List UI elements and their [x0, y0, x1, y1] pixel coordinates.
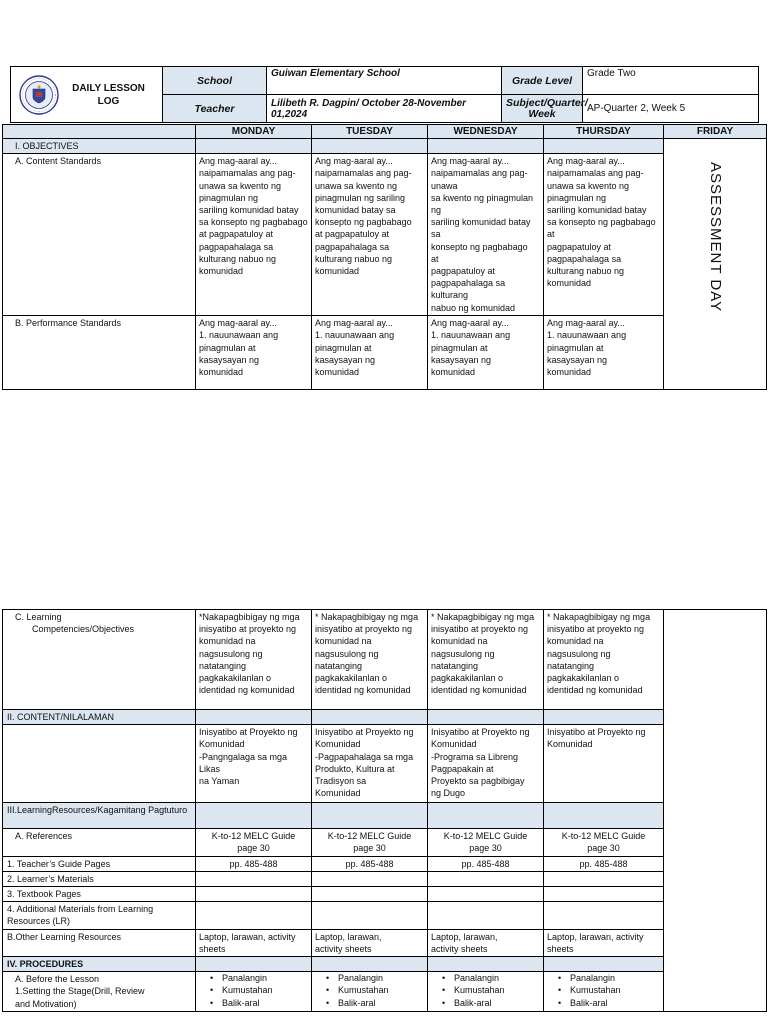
references-wednesday: K-to-12 MELC Guide page 30	[428, 829, 544, 856]
teachers-guide-wednesday: pp. 485-488	[428, 856, 544, 871]
day-header-thursday: THURSDAY	[544, 125, 664, 139]
list-item: • Kumustahan	[442, 984, 543, 996]
day-header-friday: FRIDAY	[664, 125, 767, 139]
day-header-tuesday: TUESDAY	[312, 125, 428, 139]
before-lesson-label: A. Before the Lesson 1.Setting the Stage(Drill, Review and Motivation)	[3, 972, 196, 1012]
content-standard-wednesday: Ang mag-aaral ay... naipamamalas ang pag- unawa sa kwento ng pinagmulan ng sariling komunidad batay sa konsepto ng pagbabago at pagpapatuloy at pagpapahalaga sa kulturang nabuo ng komunidad	[428, 154, 544, 316]
additional-materials-label: 4. Additional Materials from Learning Resources (LR)	[3, 902, 196, 929]
list-item: • Panalangin	[442, 972, 543, 984]
teacher-value: Lilibeth R. Dagpin/ October 28-November 01,2024	[267, 95, 502, 123]
other-resources-tuesday: Laptop, larawan, activity sheets	[312, 929, 428, 956]
list-item: • Balik-aral	[558, 997, 663, 1009]
day-header-wednesday: WEDNESDAY	[428, 125, 544, 139]
teachers-guide-monday: pp. 485-488	[196, 856, 312, 871]
teachers-guide-label: 1. Teacher’s Guide Pages	[3, 856, 196, 871]
objectives-table	[2, 124, 767, 390]
performance-standard-monday: Ang mag-aaral ay... 1. nauunawaan ang pinagmulan at kasaysayan ng komunidad	[196, 316, 312, 390]
procedures-thursday	[544, 972, 664, 1012]
learners-materials-label: 2. Learner’s Materials	[3, 871, 196, 886]
procedures-table	[2, 609, 767, 1012]
grade-label: Grade Level	[502, 67, 583, 95]
content-thursday: Inisyatibo at Proyekto ng Komunidad	[544, 725, 664, 803]
competencies-label-line2: Competencies/Objectives	[32, 624, 135, 635]
other-resources-monday: Laptop, larawan, activity sheets	[196, 929, 312, 956]
references-monday: K-to-12 MELC Guide page 30	[196, 829, 312, 856]
logo-cell	[11, 67, 163, 123]
list-item: • Balik-aral	[326, 997, 427, 1009]
content-standard-tuesday: Ang mag-aaral ay... naipamamalas ang pag- unawa sa kwento ng pinagmulan ng sariling komunidad batay sa konsepto ng pagbabago at pagpapatuloy at pagpapahalaga sa kulturang nabuo ng komunidad	[312, 154, 428, 316]
list-item: • Balik-aral	[210, 997, 311, 1009]
content-heading: II. CONTENT/NILALAMAN	[3, 710, 196, 725]
resources-heading: III.LearningResources/Kagamitang Pagtuturo	[3, 803, 196, 829]
objectives-heading: I. OBJECTIVES	[3, 139, 196, 154]
references-thursday: K-to-12 MELC Guide page 30	[544, 829, 664, 856]
teachers-guide-tuesday: pp. 485-488	[312, 856, 428, 871]
content-standard-thursday: Ang mag-aaral ay... naipamamalas ang pag- unawa sa kwento ng pinagmulan ng sariling komunidad batay sa konsepto ng pagbabago at pagpapatuloy at pagpapahalaga sa kulturang nabuo ng komunidad	[544, 154, 664, 316]
day-header-monday: MONDAY	[196, 125, 312, 139]
list-item: • Panalangin	[558, 972, 663, 984]
list-item: • Kumustahan	[326, 984, 427, 996]
content-standard-monday: Ang mag-aaral ay... naipamamalas ang pag- unawa sa kwento ng pinagmulan ng sariling komunidad batay sa konsepto ng pagbabago at pagpapatuloy at pagpapahalaga sa kulturang nabuo ng komunidad	[196, 154, 312, 316]
friday-column	[664, 610, 767, 1012]
grade-value: Grade Two	[583, 67, 759, 95]
performance-standard-tuesday: Ang mag-aaral ay... 1. nauunawaan ang pinagmulan at kasaysayan ng komunidad	[312, 316, 428, 390]
competency-wednesday: * Nakapagbibigay ng mga inisyatibo at proyekto ng komunidad na nagsusulong ng natatanging pagkakakilanlan o identidad ng komunidad	[428, 610, 544, 710]
competency-tuesday: * Nakapagbibigay ng mga inisyatibo at proyekto ng komunidad na nagsusulong ng natatanging pagkakakilanlan o identidad ng komunidad	[312, 610, 428, 710]
teacher-label: Teacher	[163, 95, 267, 123]
title-line-2: LOG	[97, 95, 120, 107]
performance-standard-thursday: Ang mag-aaral ay... 1. nauunawaan ang pinagmulan at kasaysayan ng komunidad	[544, 316, 664, 390]
references-label: A. References	[3, 829, 196, 856]
content-blank	[3, 725, 196, 803]
competency-thursday: * Nakapagbibigay ng mga inisyatibo at proyekto ng komunidad na nagsusulong ng natatanging pagkakakilanlan o identidad ng komunidad	[544, 610, 664, 710]
performance-standard-wednesday: Ang mag-aaral ay... 1. nauunawaan ang pinagmulan at kasaysayan ng komunidad	[428, 316, 544, 390]
subject-value: AP-Quarter 2, Week 5	[583, 95, 759, 123]
competencies-label-line1: C. Learning	[15, 612, 62, 622]
content-tuesday: Inisyatibo at Proyekto ng Komunidad -Pagpapahalaga sa mga Produkto, Kultura at Tradisyon sa Komunidad	[312, 725, 428, 803]
subject-label: Subject/Quarter/ Week	[502, 95, 583, 123]
list-item: • Panalangin	[210, 972, 311, 984]
title-line-1: DAILY LESSON	[72, 82, 145, 94]
performance-standards-label: B. Performance Standards	[3, 316, 196, 390]
corner-cell	[3, 125, 196, 139]
school-label: School	[163, 67, 267, 95]
header-table	[10, 66, 759, 123]
references-tuesday: K-to-12 MELC Guide page 30	[312, 829, 428, 856]
procedures-tuesday	[312, 972, 428, 1012]
content-wednesday: Inisyatibo at Proyekto ng Komunidad -Programa sa Libreng Pagpapakain at Proyekto sa pagbibigay ng Dugo	[428, 725, 544, 803]
friday-assessment-cell	[664, 139, 767, 390]
other-resources-label: B.Other Learning Resources	[3, 929, 196, 956]
content-standards-label: A. Content Standards	[3, 154, 196, 316]
procedures-wednesday	[428, 972, 544, 1012]
content-monday: Inisyatibo at Proyekto ng Komunidad -Pangngalaga sa mga Likas na Yaman	[196, 725, 312, 803]
list-item: • Kumustahan	[210, 984, 311, 996]
teachers-guide-thursday: pp. 485-488	[544, 856, 664, 871]
procedures-monday	[196, 972, 312, 1012]
school-value: Guiwan Elementary School	[267, 67, 502, 95]
assessment-day-label: ASSESSMENT DAY	[707, 162, 725, 313]
textbook-pages-label: 3. Textbook Pages	[3, 887, 196, 902]
list-item: • Panalangin	[326, 972, 427, 984]
other-resources-thursday: Laptop, larawan, activity sheets	[544, 929, 664, 956]
competencies-label	[3, 610, 196, 710]
list-item: • Kumustahan	[558, 984, 663, 996]
competency-monday: *Nakapagbibigay ng mga inisyatibo at proyekto ng komunidad na nagsusulong ng natatanging pagkakakilanlan o identidad ng komunidad	[196, 610, 312, 710]
deped-seal-icon	[19, 75, 59, 115]
list-item: • Balik-aral	[442, 997, 543, 1009]
procedures-heading: IV. PROCEDURES	[3, 957, 196, 972]
other-resources-wednesday: Laptop, larawan, activity sheets	[428, 929, 544, 956]
